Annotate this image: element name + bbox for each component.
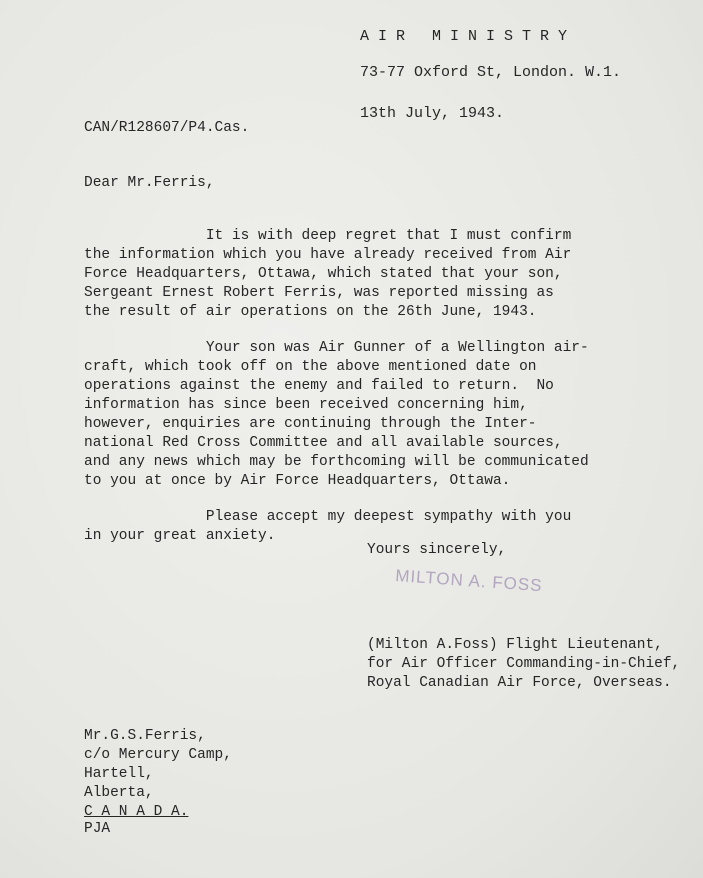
typist-initials: PJA (84, 821, 111, 837)
line: national Red Cross Committee and all available sources, (84, 435, 563, 451)
line: Sergeant Ernest Robert Ferris, was reported missing as (84, 285, 554, 301)
line: to you at once by Air Force Headquarters, Ottawa. (84, 473, 511, 489)
line: Alberta, (84, 785, 154, 801)
line: c/o Mercury Camp, (84, 747, 232, 763)
signature-stamp: MILTON A. FOSS (394, 566, 544, 596)
line: It is with deep regret that I must confirm (84, 228, 572, 244)
line: Hartell, (84, 766, 154, 782)
line: Royal Canadian Air Force, Overseas. (367, 675, 672, 691)
line: in your great anxiety. (84, 528, 276, 544)
line: information has since been received concerning him, (84, 397, 528, 413)
line: operations against the enemy and failed to return. No (84, 378, 554, 394)
letterhead-org: A I R M I N I S T R Y (360, 28, 568, 45)
signature-block (367, 617, 680, 712)
line: Your son was Air Gunner of a Wellington air- (84, 340, 589, 356)
reference-number: CAN/R128607/P4.Cas. (84, 120, 250, 136)
line: Force Headquarters, Ottawa, which stated that your son, (84, 266, 563, 282)
line: (Milton A.Foss) Flight Lieutenant, (367, 637, 663, 653)
line: for Air Officer Commanding-in-Chief, (367, 656, 681, 672)
line: however, enquiries are continuing through the Inter- (84, 416, 537, 432)
line: and any news which may be forthcoming will be communicated (84, 454, 589, 470)
line: craft, which took off on the above mentioned date on (84, 359, 537, 375)
line: the information which you have already received from Air (84, 247, 572, 263)
letterhead-address: 73-77 Oxford St, London. W.1. (360, 64, 622, 81)
line: Mr.G.S.Ferris, (84, 728, 206, 744)
letter-date: 13th July, 1943. (360, 105, 505, 122)
paragraph-2 (84, 320, 589, 510)
line: the result of air operations on the 26th June, 1943. (84, 304, 537, 320)
salutation: Dear Mr.Ferris, (84, 175, 215, 191)
closing: Yours sincerely, (367, 542, 507, 558)
recipient-country: C A N A D A. (84, 804, 189, 820)
line: Please accept my deepest sympathy with you (84, 509, 572, 525)
